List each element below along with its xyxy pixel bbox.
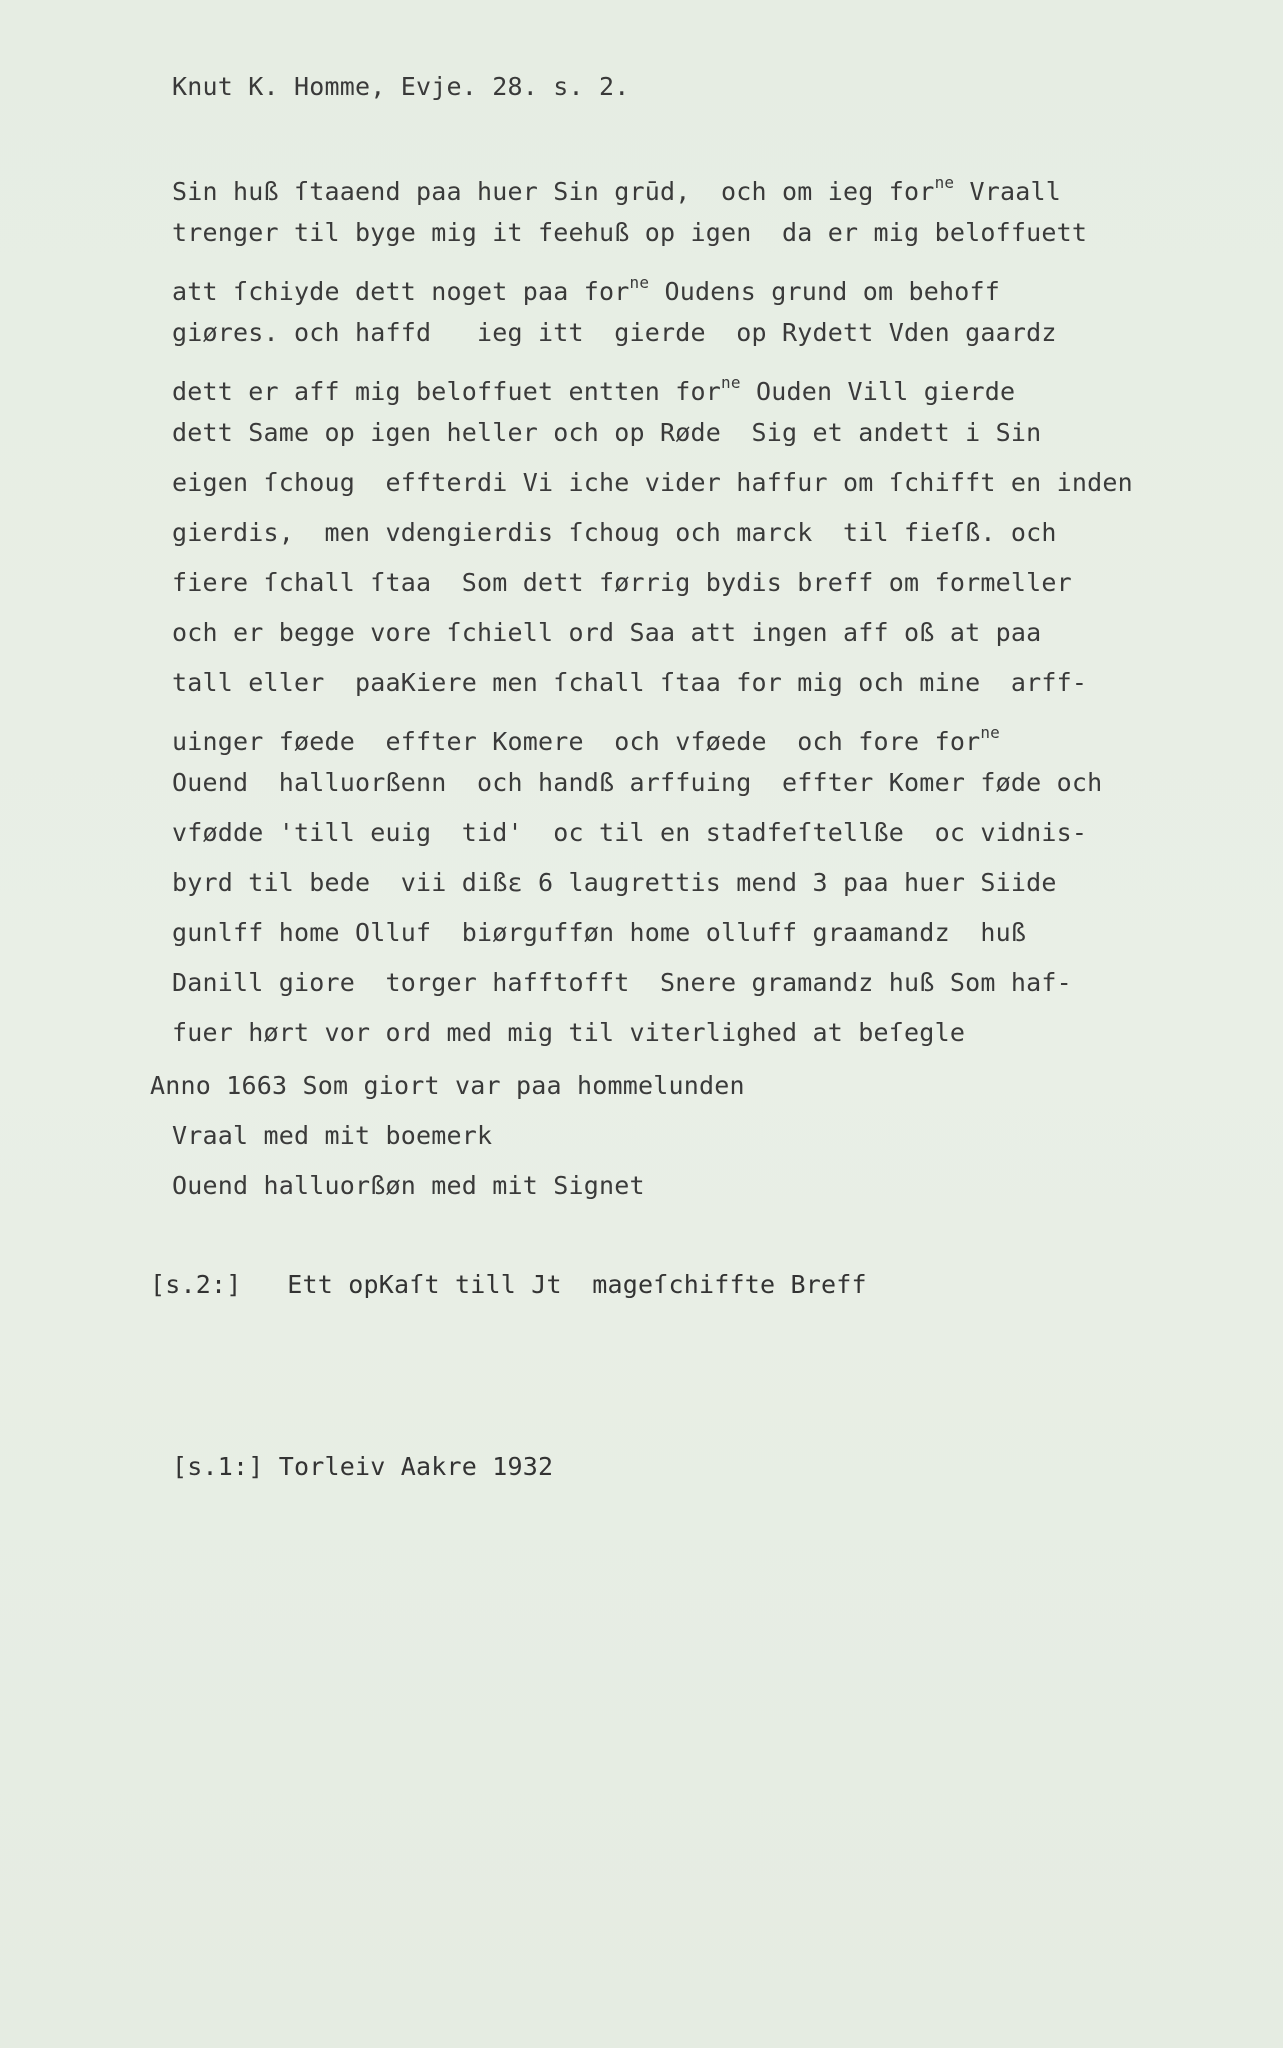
- transcript-line: [172, 568, 1072, 598]
- transcript-text-tail: Oudens grund om behoff: [649, 277, 1000, 306]
- transcript-text: vfødde 'till euig tid' oc til en stadfeſtellße oc vidnis-: [172, 818, 1088, 847]
- document-header: Knut K. Homme, Evje. 28. s. 2.: [172, 72, 630, 101]
- source-note-s2: [s.2:] Ett opKaſt till Jt mageſchiffte Breff: [150, 1270, 867, 1299]
- superscript: ne: [934, 173, 955, 192]
- transcript-line: [172, 718, 1000, 757]
- transcript-line: [172, 868, 1057, 898]
- transcript-line: [172, 918, 1026, 948]
- transcript-text: tall eller paaKiere men ſchall ſtaa for mig och mine arff-: [172, 668, 1088, 697]
- transcript-text: Sin huß ſtaaend paa huer Sin grūd, och om ieg for: [172, 177, 935, 206]
- transcript-line: [172, 818, 1087, 848]
- transcript-text: dett Same op igen heller och op Røde Sig et andett i Sin: [172, 418, 1042, 447]
- transcript-line: [172, 1018, 965, 1048]
- transcript-line: [172, 268, 1000, 307]
- superscript: ne: [721, 373, 741, 392]
- superscript: ne: [629, 273, 650, 292]
- source-note-s1: [s.1:] Torleiv Aakre 1932: [172, 1452, 554, 1481]
- transcript-text: att ſchiyde dett noget paa for: [172, 277, 630, 306]
- transcript-text: fiere ſchall ſtaa Som dett førrig bydis breff om formeller: [172, 568, 1072, 597]
- transcript-text: trenger til byge mig it feehuß op igen da er mig beloffuett: [172, 218, 1088, 247]
- transcript-text: byrd til bede vii dißε 6 laugrettis mend 3 paa huer Siide: [172, 868, 1057, 897]
- transcript-text: giøres. och haffd ieg itt gierde op Rydett Vden gaardz: [172, 318, 1057, 347]
- transcript-line: [172, 318, 1057, 348]
- transcript-text: eigen ſchoug effterdi Vi iche vider haffur om ſchifft en inden: [172, 468, 1133, 497]
- transcript-text: fuer hørt vor ord med mig til viterlighed at beſegle: [172, 1018, 966, 1047]
- transcript-text: Danill giore torger hafftofft Snere gramandz huß Som haf-: [172, 968, 1072, 997]
- transcript-line: [172, 768, 1102, 798]
- transcript-text: dett er aff mig beloffuet entten for: [172, 377, 722, 406]
- closing-line: Vraal med mit boemerk: [172, 1121, 493, 1150]
- superscript: ne: [980, 723, 1000, 742]
- closing-line: Ouend halluorßøn med mit Signet: [172, 1171, 645, 1200]
- anno-line: Anno 1663 Som giort var paa hommelunden: [150, 1071, 745, 1100]
- transcript-line: [172, 518, 1057, 548]
- transcript-line: [172, 368, 1015, 407]
- transcript-text-tail: Vraall: [954, 177, 1062, 206]
- transcript-text-tail: Ouden Vill gierde: [740, 377, 1016, 406]
- transcript-line: [172, 218, 1087, 248]
- transcript-text: Ouend halluorßenn och handß arffuing effter Komer føde och: [172, 768, 1103, 797]
- transcript-line: [172, 618, 1041, 648]
- transcript-text: gunlff home Olluf biørgufføn home olluff graamandz huß: [172, 918, 1027, 947]
- transcript-text: gierdis, men vdengierdis ſchoug och marck til fieſß. och: [172, 518, 1057, 547]
- transcript-line: [172, 168, 1061, 207]
- transcript-line: [172, 468, 1133, 498]
- transcript-line: [172, 968, 1072, 998]
- transcript-text: och er begge vore ſchiell ord Saa att ingen aff oß at paa: [172, 618, 1042, 647]
- transcript-line: [172, 668, 1087, 698]
- transcript-text: uinger føede effter Komere och vføede och fore for: [172, 727, 981, 756]
- transcript-line: [172, 418, 1041, 448]
